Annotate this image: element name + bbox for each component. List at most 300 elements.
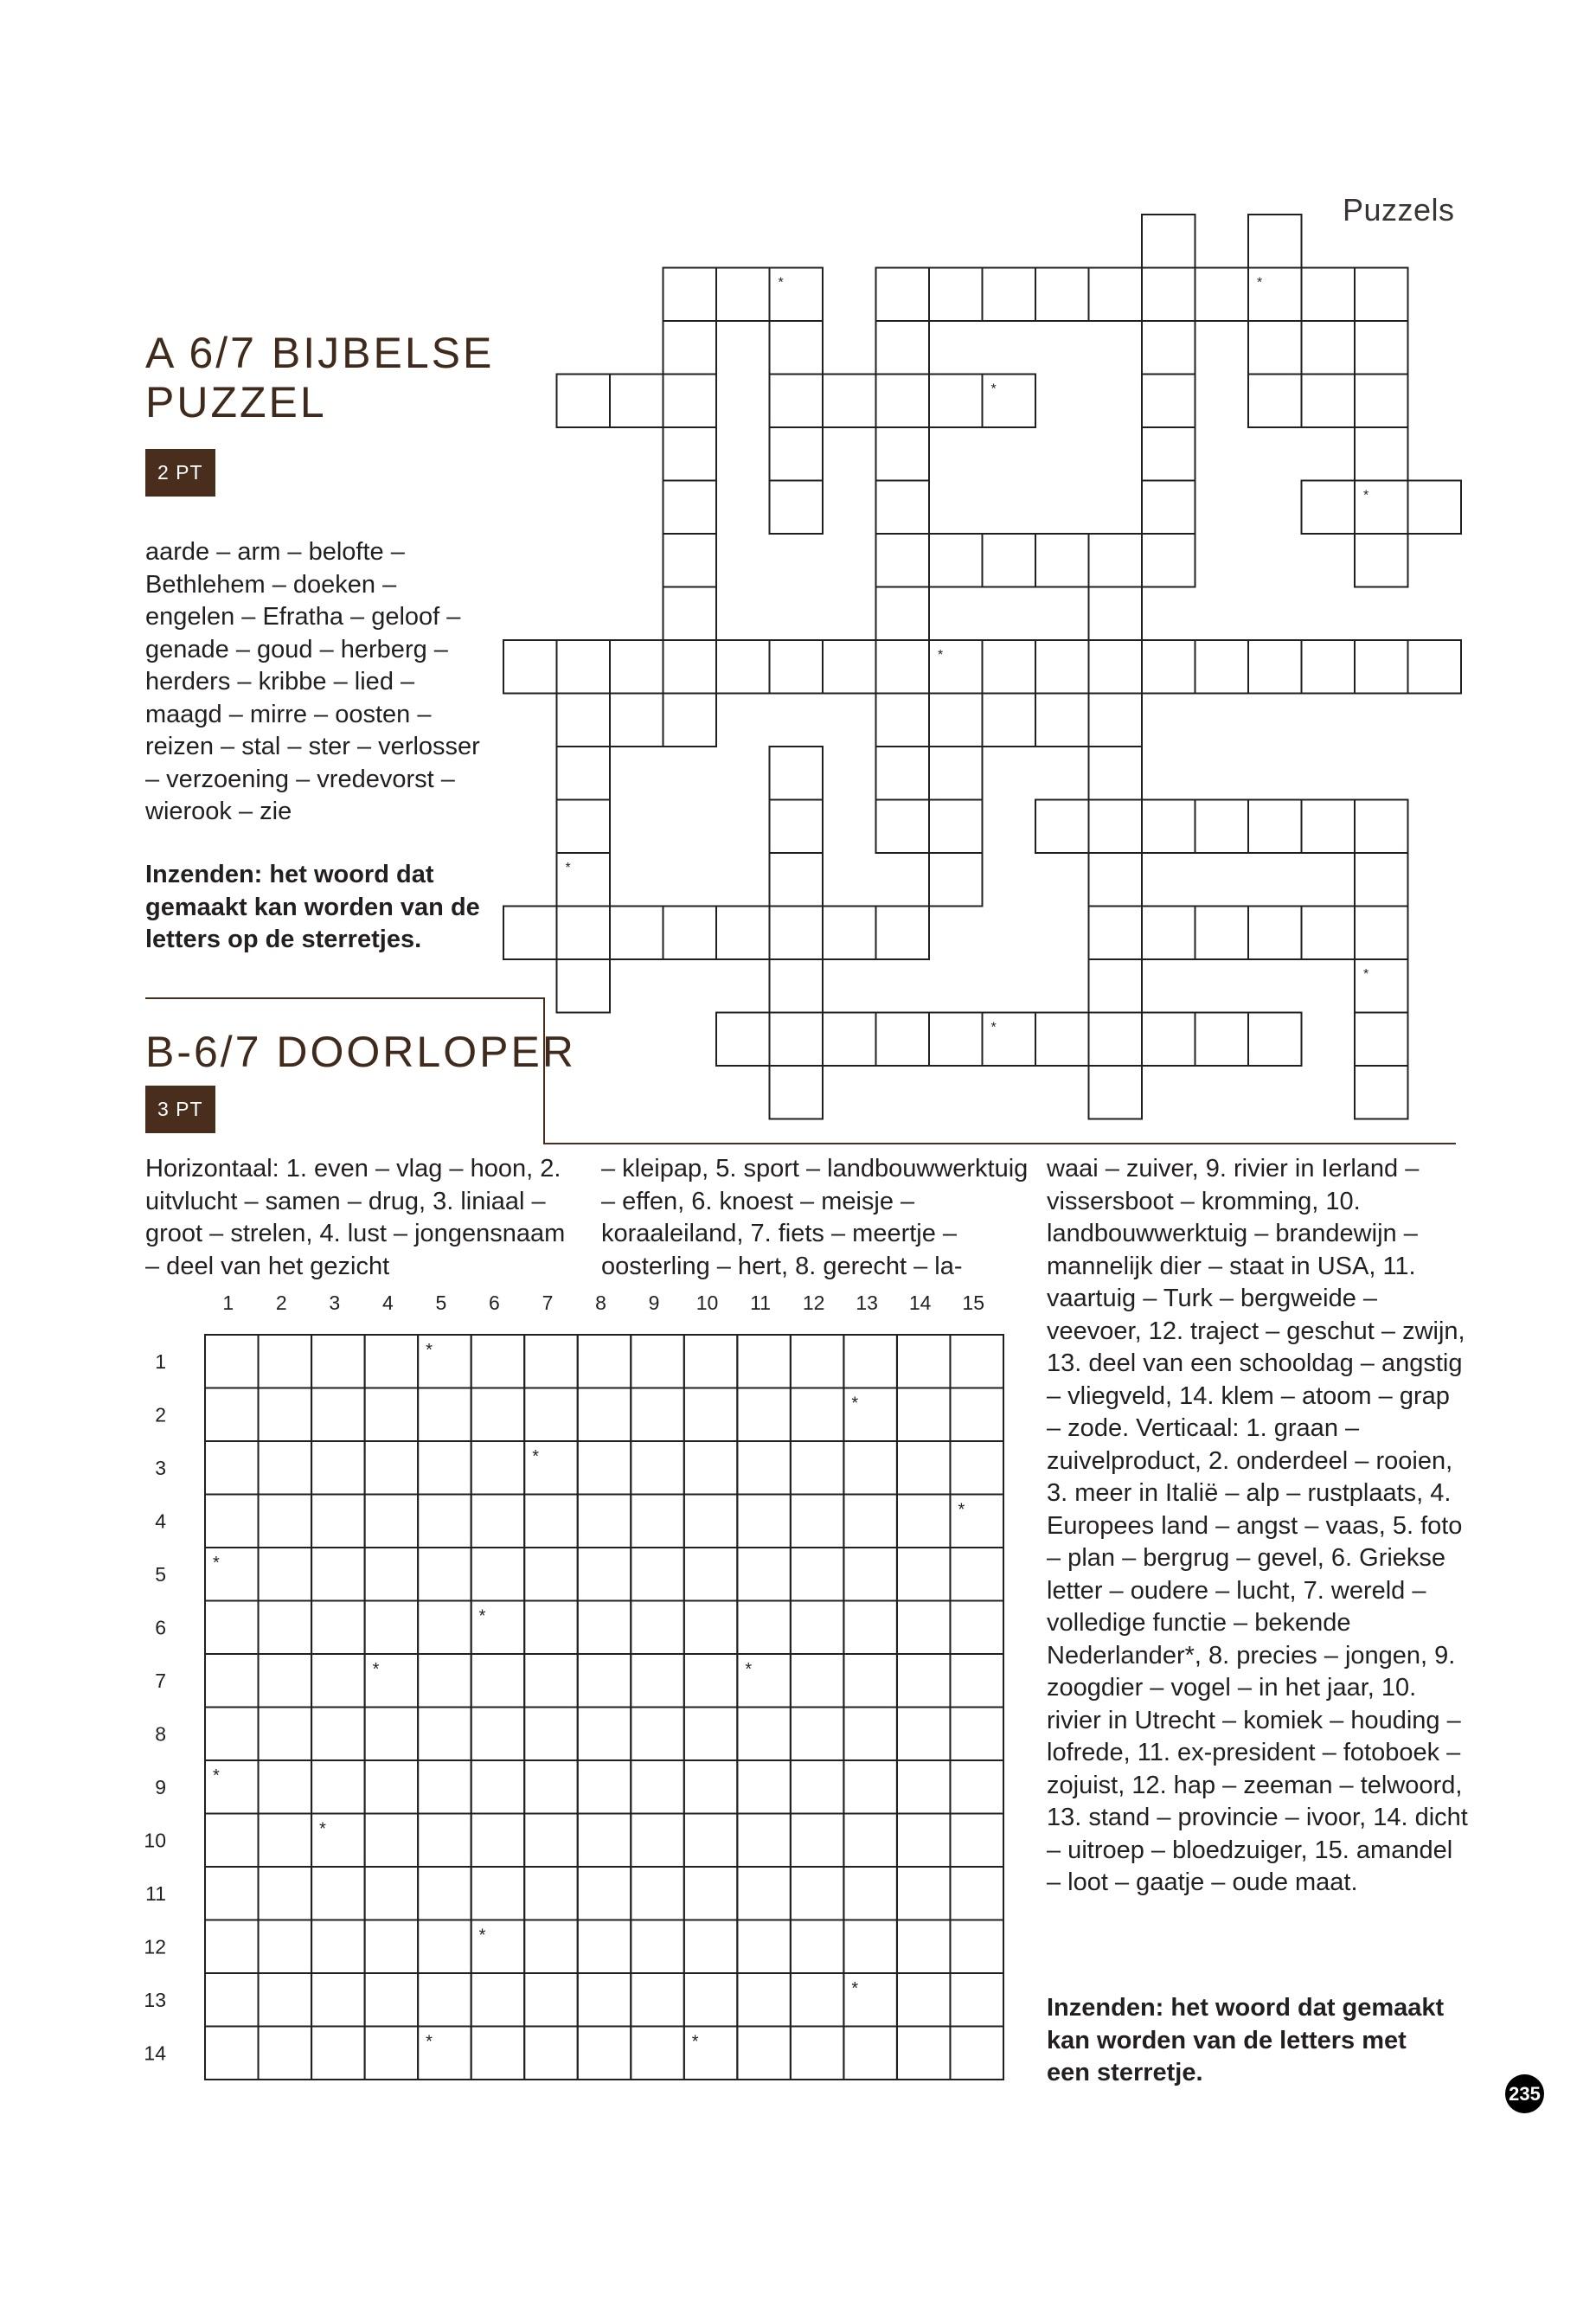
doorloper-cell[interactable] bbox=[843, 1814, 897, 1868]
doorloper-cell[interactable] bbox=[631, 1495, 684, 1548]
crossword-cell[interactable] bbox=[716, 640, 770, 694]
crossword-cell[interactable] bbox=[823, 375, 876, 428]
doorloper-cell[interactable] bbox=[205, 1495, 259, 1548]
doorloper-cell[interactable] bbox=[259, 1708, 312, 1761]
doorloper-cell[interactable] bbox=[897, 1814, 951, 1868]
doorloper-cell[interactable] bbox=[311, 1388, 365, 1442]
doorloper-cell[interactable] bbox=[524, 1973, 578, 2027]
doorloper-cell[interactable] bbox=[950, 1867, 1003, 1920]
doorloper-cell[interactable] bbox=[259, 1814, 312, 1868]
doorloper-cell[interactable] bbox=[684, 1654, 738, 1708]
doorloper-cell[interactable] bbox=[843, 1708, 897, 1761]
doorloper-cell[interactable] bbox=[311, 1601, 365, 1655]
doorloper-cell[interactable] bbox=[843, 1654, 897, 1708]
crossword-cell[interactable] bbox=[610, 694, 663, 747]
crossword-cell[interactable] bbox=[1089, 959, 1143, 1013]
doorloper-cell[interactable] bbox=[791, 2027, 844, 2080]
doorloper-cell[interactable] bbox=[631, 1548, 684, 1601]
crossword-cell[interactable] bbox=[1142, 427, 1195, 481]
crossword-cell[interactable] bbox=[983, 534, 1036, 587]
doorloper-cell[interactable] bbox=[205, 1867, 259, 1920]
doorloper-cell[interactable] bbox=[684, 1760, 738, 1814]
doorloper-cell[interactable] bbox=[631, 2027, 684, 2080]
crossword-cell[interactable] bbox=[1142, 800, 1195, 854]
doorloper-cell[interactable] bbox=[524, 1548, 578, 1601]
doorloper-cell[interactable] bbox=[259, 1973, 312, 2027]
crossword-cell[interactable] bbox=[1248, 907, 1302, 960]
doorloper-cell[interactable] bbox=[311, 1335, 365, 1388]
doorloper-cell[interactable] bbox=[684, 1867, 738, 1920]
doorloper-cell[interactable] bbox=[259, 1654, 312, 1708]
crossword-cell[interactable] bbox=[770, 1066, 824, 1119]
crossword-cell[interactable] bbox=[557, 959, 611, 1013]
doorloper-cell[interactable] bbox=[259, 1495, 312, 1548]
crossword-cell[interactable] bbox=[876, 268, 930, 322]
doorloper-cell[interactable] bbox=[897, 1867, 951, 1920]
doorloper-cell[interactable] bbox=[791, 1601, 844, 1655]
doorloper-cell[interactable] bbox=[950, 1760, 1003, 1814]
crossword-cell[interactable] bbox=[929, 853, 983, 907]
crossword-cell[interactable] bbox=[1355, 640, 1408, 694]
crossword-cell[interactable] bbox=[663, 587, 717, 641]
doorloper-cell[interactable] bbox=[791, 1441, 844, 1495]
crossword-cell[interactable] bbox=[770, 375, 824, 428]
crossword-cell[interactable] bbox=[1248, 215, 1302, 268]
doorloper-cell[interactable] bbox=[524, 1760, 578, 1814]
doorloper-cell[interactable] bbox=[205, 1601, 259, 1655]
crossword-cell[interactable] bbox=[1355, 1066, 1408, 1119]
doorloper-cell[interactable] bbox=[365, 1973, 419, 2027]
doorloper-cell[interactable] bbox=[365, 1760, 419, 1814]
doorloper-cell[interactable] bbox=[843, 1495, 897, 1548]
doorloper-cell[interactable] bbox=[418, 1814, 471, 1868]
doorloper-cell[interactable] bbox=[737, 1495, 791, 1548]
doorloper-cell[interactable] bbox=[578, 1867, 631, 1920]
crossword-cell[interactable] bbox=[876, 375, 930, 428]
doorloper-cell[interactable] bbox=[578, 1335, 631, 1388]
crossword-cell[interactable] bbox=[663, 694, 717, 747]
crossword-cell[interactable] bbox=[557, 800, 611, 854]
doorloper-cell[interactable] bbox=[791, 1388, 844, 1442]
doorloper-cell[interactable] bbox=[205, 1654, 259, 1708]
doorloper-cell[interactable] bbox=[365, 2027, 419, 2080]
doorloper-cell[interactable] bbox=[843, 1867, 897, 1920]
doorloper-cell[interactable] bbox=[311, 1973, 365, 2027]
crossword-cell[interactable] bbox=[983, 268, 1036, 322]
doorloper-cell[interactable] bbox=[791, 1654, 844, 1708]
crossword-cell[interactable] bbox=[1302, 800, 1356, 854]
doorloper-cell[interactable] bbox=[737, 1708, 791, 1761]
doorloper-cell[interactable] bbox=[471, 1654, 525, 1708]
crossword-cell[interactable] bbox=[876, 694, 930, 747]
doorloper-cell[interactable] bbox=[578, 1708, 631, 1761]
crossword-cell[interactable] bbox=[716, 1013, 770, 1067]
doorloper-cell[interactable] bbox=[791, 1335, 844, 1388]
doorloper-cell[interactable] bbox=[843, 1335, 897, 1388]
crossword-cell[interactable] bbox=[770, 427, 824, 481]
doorloper-cell[interactable] bbox=[524, 1601, 578, 1655]
doorloper-cell[interactable] bbox=[897, 1708, 951, 1761]
doorloper-cell[interactable] bbox=[684, 1601, 738, 1655]
crossword-cell[interactable] bbox=[1142, 375, 1195, 428]
doorloper-cell[interactable] bbox=[684, 1388, 738, 1442]
crossword-cell[interactable] bbox=[1302, 268, 1356, 322]
doorloper-cell[interactable] bbox=[791, 1814, 844, 1868]
doorloper-cell[interactable] bbox=[950, 1601, 1003, 1655]
doorloper-cell[interactable] bbox=[843, 2027, 897, 2080]
crossword-cell[interactable] bbox=[1355, 1013, 1408, 1067]
doorloper-cell[interactable] bbox=[311, 1654, 365, 1708]
doorloper-cell[interactable] bbox=[791, 1867, 844, 1920]
doorloper-cell[interactable] bbox=[578, 1601, 631, 1655]
doorloper-cell[interactable] bbox=[524, 1388, 578, 1442]
crossword-cell[interactable] bbox=[1408, 640, 1462, 694]
doorloper-cell[interactable] bbox=[205, 1708, 259, 1761]
crossword-cell[interactable] bbox=[1302, 481, 1356, 535]
crossword-cell[interactable] bbox=[1142, 534, 1195, 587]
doorloper-cell[interactable] bbox=[684, 1814, 738, 1868]
crossword-cell[interactable] bbox=[770, 853, 824, 907]
crossword-cell[interactable] bbox=[1142, 907, 1195, 960]
doorloper-cell[interactable] bbox=[950, 2027, 1003, 2080]
crossword-cell[interactable] bbox=[1035, 694, 1089, 747]
crossword-cell[interactable] bbox=[876, 427, 930, 481]
doorloper-cell[interactable] bbox=[259, 2027, 312, 2080]
doorloper-cell[interactable] bbox=[578, 1388, 631, 1442]
crossword-cell[interactable] bbox=[1408, 481, 1462, 535]
doorloper-cell[interactable] bbox=[311, 1441, 365, 1495]
crossword-cell[interactable] bbox=[1089, 853, 1143, 907]
doorloper-cell[interactable] bbox=[791, 1708, 844, 1761]
doorloper-cell[interactable] bbox=[311, 1548, 365, 1601]
crossword-cell[interactable] bbox=[1035, 1013, 1089, 1067]
doorloper-cell[interactable] bbox=[259, 1388, 312, 1442]
crossword-cell[interactable] bbox=[663, 321, 717, 375]
doorloper-cell[interactable] bbox=[897, 1760, 951, 1814]
crossword-cell[interactable] bbox=[876, 481, 930, 535]
doorloper-cell[interactable] bbox=[205, 1814, 259, 1868]
doorloper-cell[interactable] bbox=[950, 1441, 1003, 1495]
crossword-cell[interactable] bbox=[823, 640, 876, 694]
doorloper-cell[interactable] bbox=[471, 1814, 525, 1868]
crossword-cell[interactable] bbox=[557, 907, 611, 960]
doorloper-cell[interactable] bbox=[311, 1920, 365, 1974]
doorloper-cell[interactable] bbox=[631, 1654, 684, 1708]
crossword-cell[interactable] bbox=[983, 694, 1036, 747]
doorloper-cell[interactable] bbox=[365, 1335, 419, 1388]
doorloper-cell[interactable] bbox=[311, 1495, 365, 1548]
doorloper-cell[interactable] bbox=[897, 2027, 951, 2080]
doorloper-cell[interactable] bbox=[365, 1920, 419, 1974]
crossword-cell[interactable] bbox=[1195, 907, 1249, 960]
crossword-cell[interactable] bbox=[929, 1013, 983, 1067]
doorloper-cell[interactable] bbox=[418, 1601, 471, 1655]
doorloper-cell[interactable] bbox=[524, 1495, 578, 1548]
doorloper-cell[interactable] bbox=[365, 1441, 419, 1495]
doorloper-cell[interactable] bbox=[684, 1441, 738, 1495]
crossword-cell[interactable] bbox=[876, 907, 930, 960]
crossword-cell[interactable] bbox=[1302, 640, 1356, 694]
crossword-cell[interactable] bbox=[1089, 587, 1143, 641]
doorloper-cell[interactable] bbox=[897, 1920, 951, 1974]
crossword-cell[interactable] bbox=[557, 375, 611, 428]
doorloper-cell[interactable] bbox=[311, 1867, 365, 1920]
crossword-cell[interactable] bbox=[770, 481, 824, 535]
doorloper-cell[interactable] bbox=[205, 1388, 259, 1442]
doorloper-cell[interactable] bbox=[418, 1548, 471, 1601]
doorloper-cell[interactable] bbox=[684, 1548, 738, 1601]
doorloper-cell[interactable] bbox=[471, 1867, 525, 1920]
crossword-cell[interactable] bbox=[1089, 800, 1143, 854]
doorloper-cell[interactable] bbox=[791, 1973, 844, 2027]
doorloper-cell[interactable] bbox=[897, 1654, 951, 1708]
crossword-cell[interactable] bbox=[770, 959, 824, 1013]
doorloper-cell[interactable] bbox=[205, 2027, 259, 2080]
doorloper-cell[interactable] bbox=[311, 1760, 365, 1814]
crossword-cell[interactable] bbox=[610, 375, 663, 428]
crossword-cell[interactable] bbox=[663, 481, 717, 535]
doorloper-cell[interactable] bbox=[365, 1867, 419, 1920]
doorloper-cell[interactable] bbox=[578, 1973, 631, 2027]
doorloper-cell[interactable] bbox=[471, 1335, 525, 1388]
crossword-cell[interactable] bbox=[1089, 907, 1143, 960]
doorloper-cell[interactable] bbox=[950, 1708, 1003, 1761]
doorloper-cell[interactable] bbox=[259, 1548, 312, 1601]
doorloper-cell[interactable] bbox=[418, 1708, 471, 1761]
doorloper-cell[interactable] bbox=[524, 1654, 578, 1708]
doorloper-cell[interactable] bbox=[843, 1548, 897, 1601]
doorloper-cell[interactable] bbox=[684, 1335, 738, 1388]
crossword-cell[interactable] bbox=[1142, 640, 1195, 694]
crossword-cell[interactable] bbox=[983, 640, 1036, 694]
crossword-cell[interactable] bbox=[876, 534, 930, 587]
crossword-cell[interactable] bbox=[557, 694, 611, 747]
crossword-cell[interactable] bbox=[929, 694, 983, 747]
crossword-cell[interactable] bbox=[1302, 907, 1356, 960]
doorloper-cell[interactable] bbox=[843, 1441, 897, 1495]
doorloper-cell[interactable] bbox=[631, 1920, 684, 1974]
doorloper-cell[interactable] bbox=[737, 1973, 791, 2027]
crossword-cell[interactable] bbox=[823, 1013, 876, 1067]
doorloper-cell[interactable] bbox=[843, 1601, 897, 1655]
crossword-cell[interactable] bbox=[770, 640, 824, 694]
crossword-cell[interactable] bbox=[1035, 534, 1089, 587]
doorloper-cell[interactable] bbox=[418, 1973, 471, 2027]
crossword-cell[interactable] bbox=[663, 640, 717, 694]
crossword-cell[interactable] bbox=[663, 427, 717, 481]
doorloper-cell[interactable] bbox=[205, 1441, 259, 1495]
doorloper-cell[interactable] bbox=[684, 1973, 738, 2027]
doorloper-cell[interactable] bbox=[418, 1441, 471, 1495]
doorloper-cell[interactable] bbox=[843, 1920, 897, 1974]
crossword-cell[interactable] bbox=[929, 747, 983, 800]
doorloper-cell[interactable] bbox=[471, 2027, 525, 2080]
doorloper-cell[interactable] bbox=[365, 1495, 419, 1548]
doorloper-cell[interactable] bbox=[524, 1920, 578, 1974]
doorloper-cell[interactable] bbox=[631, 1814, 684, 1868]
crossword-cell[interactable] bbox=[929, 800, 983, 854]
doorloper-cell[interactable] bbox=[365, 1601, 419, 1655]
crossword-cell[interactable] bbox=[876, 587, 930, 641]
crossword-cell[interactable] bbox=[1355, 427, 1408, 481]
doorloper-cell[interactable] bbox=[737, 1548, 791, 1601]
crossword-cell[interactable] bbox=[1089, 1013, 1143, 1067]
doorloper-cell[interactable] bbox=[897, 1441, 951, 1495]
doorloper-cell[interactable] bbox=[684, 1708, 738, 1761]
doorloper-cell[interactable] bbox=[578, 1814, 631, 1868]
crossword-cell[interactable] bbox=[1089, 640, 1143, 694]
doorloper-cell[interactable] bbox=[631, 1708, 684, 1761]
crossword-cell[interactable] bbox=[770, 907, 824, 960]
doorloper-cell[interactable] bbox=[259, 1867, 312, 1920]
doorloper-cell[interactable] bbox=[205, 1335, 259, 1388]
doorloper-cell[interactable] bbox=[737, 1814, 791, 1868]
doorloper-cell[interactable] bbox=[418, 1654, 471, 1708]
doorloper-cell[interactable] bbox=[524, 1814, 578, 1868]
doorloper-cell[interactable] bbox=[791, 1920, 844, 1974]
doorloper-cell[interactable] bbox=[737, 1920, 791, 1974]
doorloper-cell[interactable] bbox=[471, 1388, 525, 1442]
doorloper-cell[interactable] bbox=[631, 1760, 684, 1814]
crossword-cell[interactable] bbox=[876, 321, 930, 375]
crossword-cell[interactable] bbox=[1355, 853, 1408, 907]
doorloper-cell[interactable] bbox=[259, 1920, 312, 1974]
crossword-cell[interactable] bbox=[1089, 268, 1143, 322]
crossword-cell[interactable] bbox=[716, 907, 770, 960]
crossword-cell[interactable] bbox=[716, 268, 770, 322]
doorloper-cell[interactable] bbox=[524, 1335, 578, 1388]
crossword-cell[interactable] bbox=[1248, 321, 1302, 375]
doorloper-cell[interactable] bbox=[897, 1548, 951, 1601]
doorloper-cell[interactable] bbox=[578, 1654, 631, 1708]
crossword-cell[interactable] bbox=[770, 1013, 824, 1067]
doorloper-cell[interactable] bbox=[897, 1601, 951, 1655]
doorloper-cell[interactable] bbox=[897, 1495, 951, 1548]
doorloper-cell[interactable] bbox=[311, 1708, 365, 1761]
doorloper-cell[interactable] bbox=[950, 1548, 1003, 1601]
doorloper-cell[interactable] bbox=[205, 1920, 259, 1974]
doorloper-cell[interactable] bbox=[791, 1548, 844, 1601]
doorloper-cell[interactable] bbox=[259, 1335, 312, 1388]
crossword-cell[interactable] bbox=[1248, 640, 1302, 694]
doorloper-cell[interactable] bbox=[471, 1760, 525, 1814]
doorloper-cell[interactable] bbox=[418, 1388, 471, 1442]
crossword-cell[interactable] bbox=[610, 907, 663, 960]
doorloper-cell[interactable] bbox=[471, 1495, 525, 1548]
crossword-cell[interactable] bbox=[1089, 1066, 1143, 1119]
crossword-cell[interactable] bbox=[503, 907, 557, 960]
crossword-cell[interactable] bbox=[1355, 375, 1408, 428]
crossword-cell[interactable] bbox=[770, 800, 824, 854]
crossword-cell[interactable] bbox=[876, 640, 930, 694]
crossword-cell[interactable] bbox=[1089, 534, 1143, 587]
doorloper-cell[interactable] bbox=[950, 1814, 1003, 1868]
doorloper-cell[interactable] bbox=[737, 1335, 791, 1388]
doorloper-cell[interactable] bbox=[631, 1973, 684, 2027]
doorloper-cell[interactable] bbox=[737, 1601, 791, 1655]
doorloper-cell[interactable] bbox=[365, 1388, 419, 1442]
crossword-cell[interactable] bbox=[1035, 640, 1089, 694]
doorloper-cell[interactable] bbox=[418, 1867, 471, 1920]
doorloper-cell[interactable] bbox=[684, 1495, 738, 1548]
crossword-cell[interactable] bbox=[1355, 534, 1408, 587]
doorloper-cell[interactable] bbox=[631, 1441, 684, 1495]
crossword-cell[interactable] bbox=[610, 640, 663, 694]
doorloper-cell[interactable] bbox=[791, 1495, 844, 1548]
doorloper-cell[interactable] bbox=[365, 1548, 419, 1601]
doorloper-cell[interactable] bbox=[471, 1441, 525, 1495]
doorloper-cell[interactable] bbox=[950, 1388, 1003, 1442]
doorloper-cell[interactable] bbox=[471, 1708, 525, 1761]
doorloper-cell[interactable] bbox=[524, 2027, 578, 2080]
doorloper-cell[interactable] bbox=[737, 1388, 791, 1442]
doorloper-cell[interactable] bbox=[950, 1973, 1003, 2027]
doorloper-cell[interactable] bbox=[578, 1760, 631, 1814]
doorloper-cell[interactable] bbox=[737, 1441, 791, 1495]
crossword-cell[interactable] bbox=[1089, 694, 1143, 747]
doorloper-cell[interactable] bbox=[737, 1867, 791, 1920]
crossword-cell[interactable] bbox=[876, 800, 930, 854]
crossword-cell[interactable] bbox=[663, 907, 717, 960]
crossword-cell[interactable] bbox=[557, 747, 611, 800]
crossword-cell[interactable] bbox=[1089, 747, 1143, 800]
crossword-cell[interactable] bbox=[929, 268, 983, 322]
crossword-cell[interactable] bbox=[929, 375, 983, 428]
doorloper-cell[interactable] bbox=[259, 1441, 312, 1495]
doorloper-cell[interactable] bbox=[578, 2027, 631, 2080]
doorloper-cell[interactable] bbox=[524, 1708, 578, 1761]
crossword-cell[interactable] bbox=[663, 268, 717, 322]
doorloper-cell[interactable] bbox=[791, 1760, 844, 1814]
doorloper-cell[interactable] bbox=[418, 1920, 471, 1974]
crossword-cell[interactable] bbox=[1195, 800, 1249, 854]
doorloper-cell[interactable] bbox=[737, 2027, 791, 2080]
crossword-cell[interactable] bbox=[770, 321, 824, 375]
doorloper-cell[interactable] bbox=[631, 1388, 684, 1442]
crossword-cell[interactable] bbox=[1355, 907, 1408, 960]
doorloper-cell[interactable] bbox=[365, 1814, 419, 1868]
doorloper-cell[interactable] bbox=[631, 1601, 684, 1655]
doorloper-cell[interactable] bbox=[524, 1867, 578, 1920]
doorloper-cell[interactable] bbox=[843, 1760, 897, 1814]
doorloper-cell[interactable] bbox=[897, 1335, 951, 1388]
doorloper-cell[interactable] bbox=[897, 1388, 951, 1442]
crossword-cell[interactable] bbox=[1142, 215, 1195, 268]
crossword-cell[interactable] bbox=[1248, 800, 1302, 854]
doorloper-cell[interactable] bbox=[578, 1920, 631, 1974]
crossword-cell[interactable] bbox=[1195, 640, 1249, 694]
doorloper-cell[interactable] bbox=[950, 1654, 1003, 1708]
crossword-cell[interactable] bbox=[1035, 268, 1089, 322]
doorloper-cell[interactable] bbox=[578, 1495, 631, 1548]
crossword-cell[interactable] bbox=[876, 747, 930, 800]
crossword-cell[interactable] bbox=[1142, 481, 1195, 535]
crossword-cell[interactable] bbox=[1248, 375, 1302, 428]
crossword-cell[interactable] bbox=[1142, 268, 1195, 322]
doorloper-cell[interactable] bbox=[737, 1760, 791, 1814]
doorloper-cell[interactable] bbox=[311, 2027, 365, 2080]
crossword-cell[interactable] bbox=[1142, 321, 1195, 375]
doorloper-cell[interactable] bbox=[259, 1601, 312, 1655]
crossword-cell[interactable] bbox=[503, 640, 557, 694]
doorloper-cell[interactable] bbox=[205, 1973, 259, 2027]
crossword-cell[interactable] bbox=[1035, 800, 1089, 854]
doorloper-cell[interactable] bbox=[631, 1335, 684, 1388]
crossword-cell[interactable] bbox=[929, 534, 983, 587]
crossword-cell[interactable] bbox=[1355, 800, 1408, 854]
crossword-cell[interactable] bbox=[1195, 268, 1249, 322]
doorloper-cell[interactable] bbox=[259, 1760, 312, 1814]
